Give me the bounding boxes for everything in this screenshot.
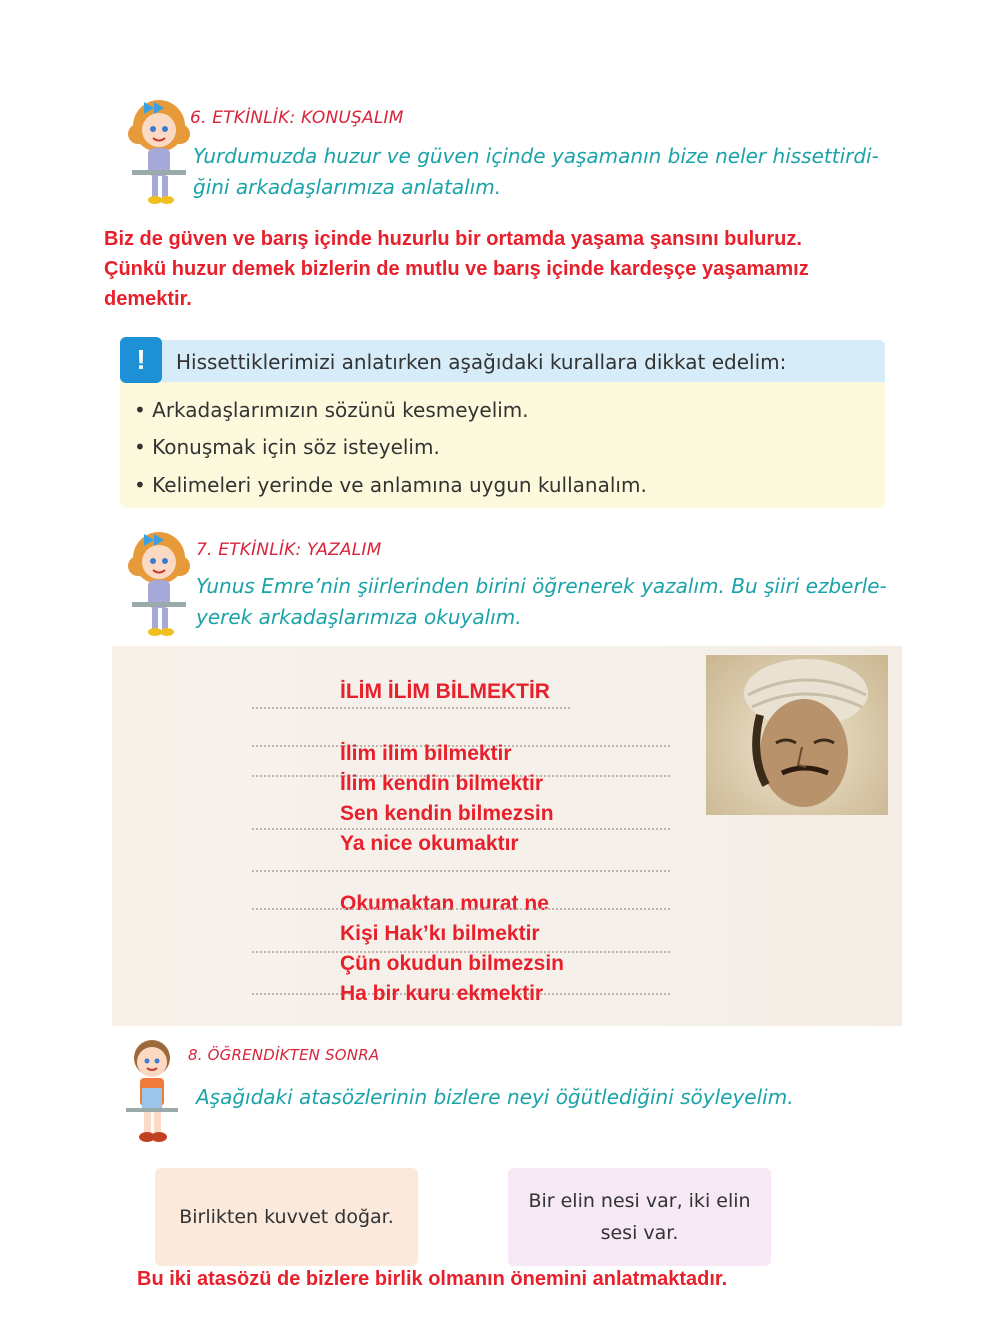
poem-line-4: Ya nice okumaktır xyxy=(340,832,519,855)
rules-heading: Hissettiklerimizi anlatırken aşağıdaki kurallara dikkat edelim: xyxy=(176,350,787,374)
girl-character-icon xyxy=(122,96,196,208)
answer-1-line3: demektir. xyxy=(104,288,192,310)
proverb-2-line1: Bir elin nesi var, iki elin xyxy=(528,1190,751,1212)
proverb-card-2 xyxy=(508,1168,771,1266)
rule-item-2: • Konuşmak için söz isteyelim. xyxy=(134,435,440,459)
poem-line-6: Kişi Hak’kı bilmektir xyxy=(340,922,540,945)
yunus-emre-portrait xyxy=(706,655,888,815)
activity-6-text-line2: ğini arkadaşlarımıza anlatalım. xyxy=(193,175,502,199)
answer-1-line2: Çünkü huzur demek bizlerin de mutlu ve barış içinde kardeşçe yaşamamız xyxy=(104,258,809,280)
activity-8-title: 8. ÖĞRENDİKTEN SONRA xyxy=(188,1046,380,1064)
proverb-1-text: Birlikten kuvvet doğar. xyxy=(179,1206,394,1228)
dotted-line xyxy=(252,908,670,910)
dotted-line xyxy=(252,828,670,830)
activity-6-title: 6. ETKİNLİK: KONUŞALIM xyxy=(190,108,404,128)
exclamation-icon: ! xyxy=(120,337,162,383)
girl-character-icon xyxy=(122,528,196,640)
activity-7-text-line1: Yunus Emre’nin şiirlerinden birini öğrenerek yazalım. Bu şiiri ezberle- xyxy=(196,574,887,598)
rule-item-1: • Arkadaşlarımızın sözünü kesmeyelim. xyxy=(134,398,529,422)
answer-1-line1: Biz de güven ve barış içinde huzurlu bir ortamda yaşama şansını buluruz. xyxy=(104,228,802,250)
proverb-2-line2: sesi var. xyxy=(600,1222,679,1244)
poem-line-2: İlim kendin bilmektir xyxy=(340,772,544,795)
dotted-line xyxy=(252,707,570,709)
answer-2: Bu iki atasözü de bizlere birlik olmanın önemini anlatmaktadır. xyxy=(137,1268,728,1290)
boy-character-icon xyxy=(122,1036,182,1146)
rule-item-3: • Kelimeleri yerinde ve anlamına uygun kullanalım. xyxy=(134,473,647,497)
poem-line-5: Okumaktan murat ne xyxy=(340,892,549,915)
activity-8-text: Aşağıdaki atasözlerinin bizlere neyi öğütlediğini söyleyelim. xyxy=(196,1085,794,1109)
poem-line-1: İlim ilim bilmektir xyxy=(340,742,512,765)
activity-7-title: 7. ETKİNLİK: YAZALIM xyxy=(196,540,382,560)
dotted-line xyxy=(252,870,670,872)
activity-7-text-line2: yerek arkadaşlarımıza okuyalım. xyxy=(196,605,522,629)
poem-title: İLİM İLİM BİLMEKTİR xyxy=(340,680,550,703)
poem-line-3: Sen kendin bilmezsin xyxy=(340,802,554,825)
poem-line-8: Ha bir kuru ekmektir xyxy=(340,982,544,1005)
activity-6-text-line1: Yurdumuzda huzur ve güven içinde yaşamanın bize neler hissettirdi- xyxy=(193,144,879,168)
poem-line-7: Çün okudun bilmezsin xyxy=(340,952,564,975)
